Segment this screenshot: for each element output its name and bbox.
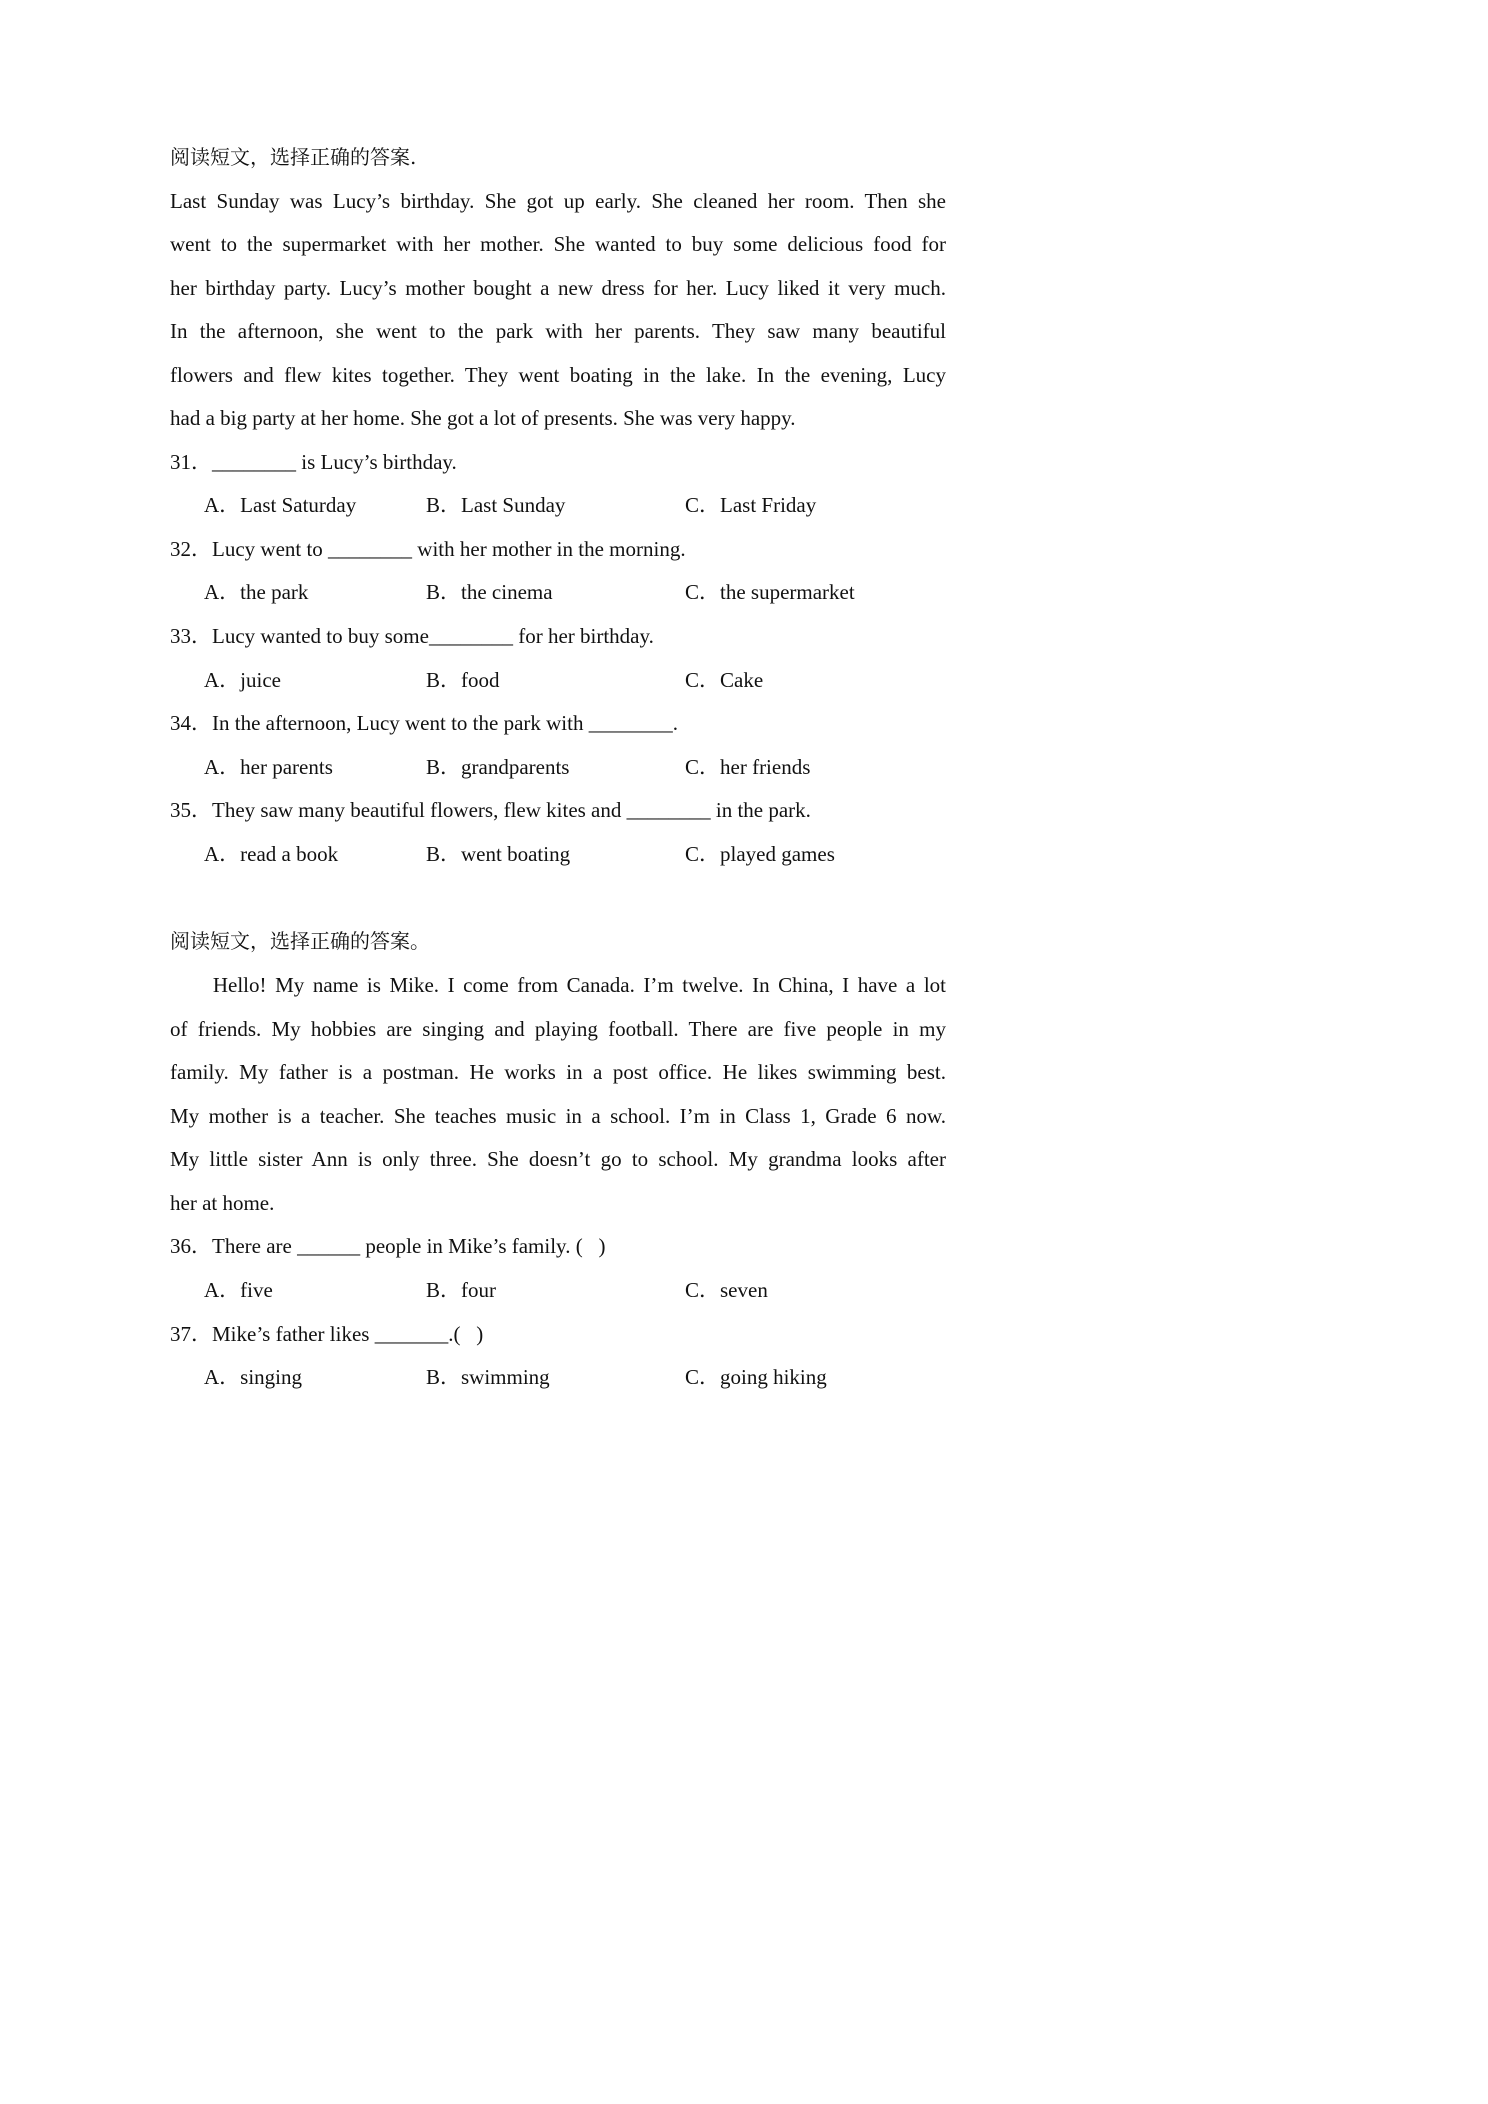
question-33-stem: 33．Lucy wanted to buy some________ for her birthday. [170, 624, 654, 648]
section2-passage-line: family. My father is a postman. He works in a post office. He likes swimming best. [170, 1060, 946, 1084]
question-33-option-c[interactable]: C．Cake [685, 668, 764, 692]
question-32-option-b[interactable]: B．the cinema [426, 580, 553, 604]
question-31-option-a[interactable]: A．Last Saturday [204, 493, 357, 517]
question-36-option-b[interactable]: B．four [426, 1278, 496, 1302]
question-35-stem: 35．They saw many beautiful flowers, flew kites and ________ in the park. [170, 798, 811, 822]
section2-passage-line: My mother is a teacher. She teaches music in a school. I’m in Class 1, Grade 6 now. [170, 1104, 946, 1128]
question-37-option-c[interactable]: C．going hiking [685, 1365, 827, 1389]
section2-passage-line: Hello! My name is Mike. I come from Canada. I’m twelve. In China, I have a lot [170, 973, 946, 997]
question-35-option-a[interactable]: A．read a book [204, 842, 339, 866]
section2-passage-line: My little sister Ann is only three. She doesn’t go to school. My grandma looks after [170, 1147, 946, 1171]
section2-passage-line: of friends. My hobbies are singing and playing football. There are five people in my [170, 1017, 946, 1041]
question-37-option-a[interactable]: A．singing [204, 1365, 303, 1389]
section2-instruction: 阅读短文，选择正确的答案。 [170, 929, 430, 953]
question-36-option-a[interactable]: A．five [204, 1278, 273, 1302]
section1-passage-line: Last Sunday was Lucy’s birthday. She got up early. She cleaned her room. Then she [170, 189, 946, 213]
question-33-option-a[interactable]: A．juice [204, 668, 281, 692]
section1-passage-line: In the afternoon, she went to the park with her parents. They saw many beautiful [170, 319, 946, 343]
section1-passage-line: went to the supermarket with her mother. She wanted to buy some delicious food for [170, 232, 946, 256]
question-37-option-b[interactable]: B．swimming [426, 1365, 550, 1389]
question-34-option-a[interactable]: A．her parents [204, 755, 333, 779]
question-35-option-b[interactable]: B．went boating [426, 842, 571, 866]
question-31-option-c[interactable]: C．Last Friday [685, 493, 817, 517]
question-31-option-b[interactable]: B．Last Sunday [426, 493, 566, 517]
section1-passage-line: flowers and flew kites together. They went boating in the lake. In the evening, Lucy [170, 363, 946, 387]
section1-instruction: 阅读短文，选择正确的答案. [170, 145, 417, 169]
question-33-option-b[interactable]: B．food [426, 668, 500, 692]
question-34-stem: 34．In the afternoon, Lucy went to the park with ________. [170, 711, 678, 735]
question-36-option-c[interactable]: C．seven [685, 1278, 768, 1302]
question-34-option-c[interactable]: C．her friends [685, 755, 811, 779]
section1-passage-line: had a big party at her home. She got a lot of presents. She was very happy. [170, 406, 796, 430]
question-31-stem: 31．________ is Lucy’s birthday. [170, 450, 457, 474]
question-37-stem: 37．Mike’s father likes _______.( ) [170, 1322, 484, 1346]
section1-passage-line: her birthday party. Lucy’s mother bought a new dress for her. Lucy liked it very much. [170, 276, 946, 300]
question-35-option-c[interactable]: C．played games [685, 842, 835, 866]
section2-passage-line: her at home. [170, 1191, 275, 1215]
question-34-option-b[interactable]: B．grandparents [426, 755, 570, 779]
question-36-stem: 36．There are ______ people in Mike’s family. ( ) [170, 1234, 606, 1258]
question-32-stem: 32．Lucy went to ________ with her mother in the morning. [170, 537, 686, 561]
question-32-option-c[interactable]: C．the supermarket [685, 580, 855, 604]
question-32-option-a[interactable]: A．the park [204, 580, 309, 604]
